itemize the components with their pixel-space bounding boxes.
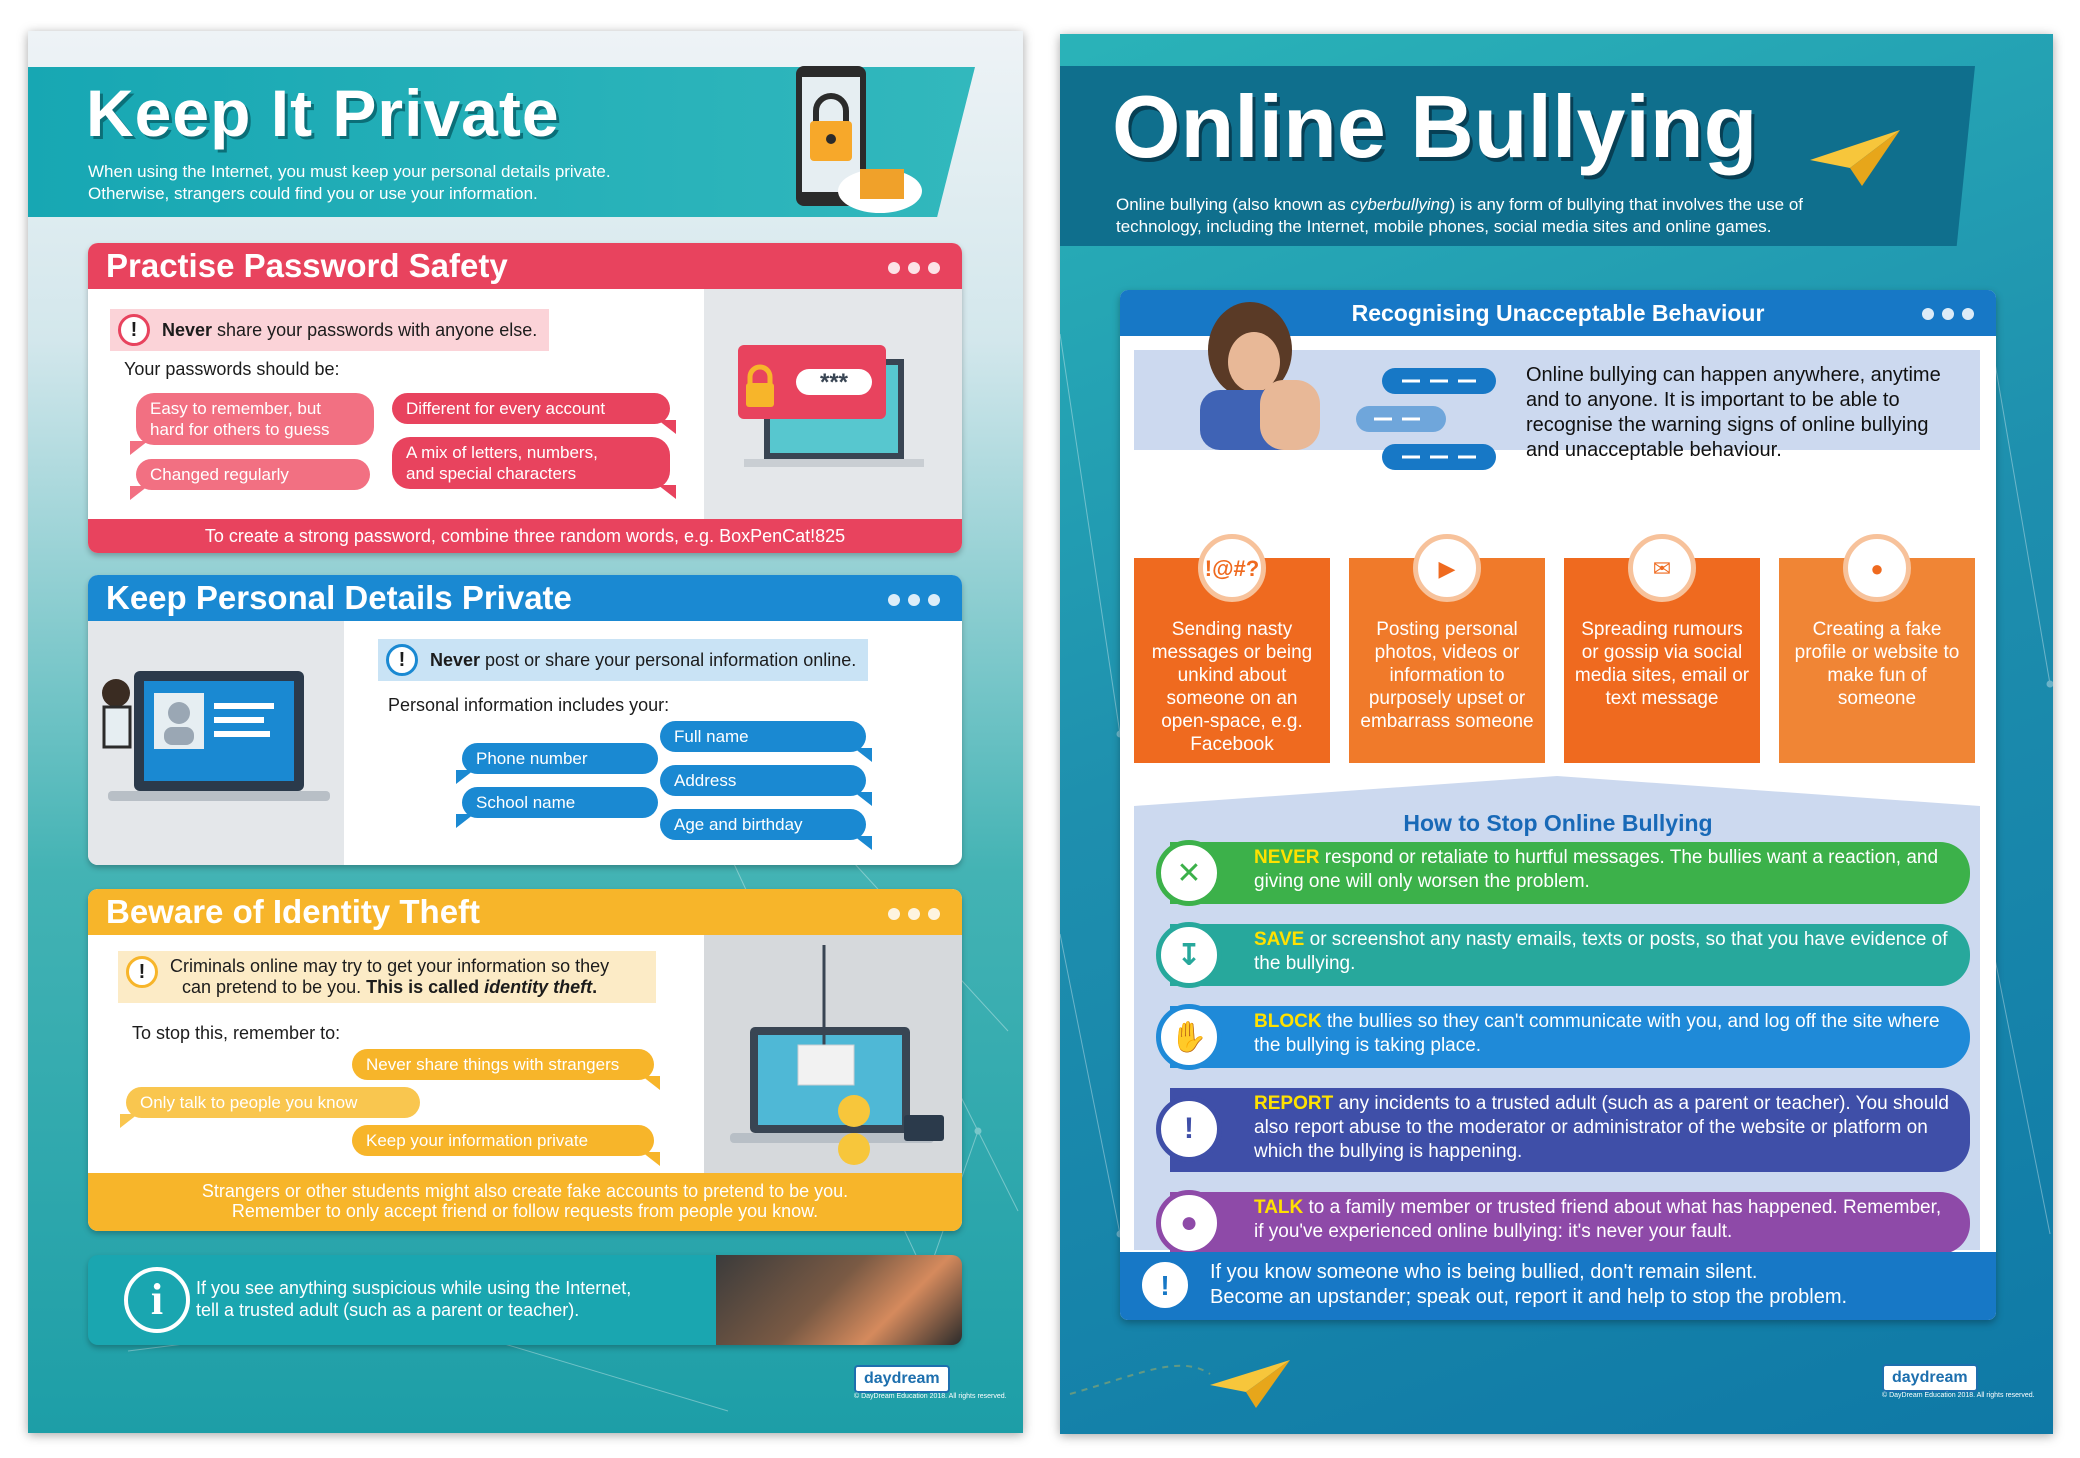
personal-bubble-age: Age and birthday [660, 809, 866, 840]
personal-details-card [88, 575, 962, 865]
info-box [88, 1255, 962, 1345]
warning-rest: share your passwords with anyone else. [212, 319, 538, 340]
step-text: respond or retaliate to hurtful messages. The bullies want a reaction, and giving one will only worsen the problem. [1254, 847, 1939, 892]
step-text: or screenshot any nasty emails, texts or posts, so that you have evidence of the bullying. [1254, 929, 1948, 974]
password-illustration [704, 289, 962, 519]
paper-plane-icon [1810, 130, 1900, 190]
info-text [196, 1277, 631, 1321]
step-save [1170, 924, 1970, 986]
step-text: any incidents to a trusted adult (such as a parent or teacher). You should also report abuse to the moderator or administrator of the website or platform on which the bullying is happening. [1254, 1093, 1949, 1162]
personal-bubble-full-name: Full name [660, 721, 866, 752]
copyright: © DayDream Education 2018. All rights reserved. [854, 1393, 1007, 1400]
intro-text [88, 161, 728, 205]
behaviour-text: Spreading rumours or gossip via social media sites, email or text message [1574, 619, 1750, 709]
recognising-heading: Recognising Unacceptable Behaviour [1120, 290, 1996, 336]
speech-bubbles-icon: ✉ [1628, 534, 1696, 602]
footer-line: Become an upstander; speak out, report it and help to stop the problem. [1210, 1286, 1848, 1308]
identity-heading: Beware of Identity Theft [88, 889, 962, 935]
identity-theft-card [88, 889, 962, 1231]
step-key: REPORT [1254, 1093, 1334, 1114]
recognising-panel [1120, 290, 1996, 1320]
bubble-line: A mix of letters, numbers, [406, 443, 598, 462]
info-icon: i [124, 1267, 190, 1333]
chat-bubbles-icon [1356, 366, 1506, 476]
dots-icon [880, 261, 940, 279]
password-bubble-easy [136, 393, 374, 445]
stop-title: How to Stop Online Bullying [1403, 810, 1713, 836]
footer-line: Strangers or other students might also create fake accounts to pretend to be you. [201, 1181, 849, 1201]
intro-part: ) is any form of bullying that involves the use of [1449, 195, 1803, 214]
footer-line: If you know someone who is being bullied, don't remain silent. [1210, 1261, 1758, 1283]
personal-bubble-phone: Phone number [462, 743, 658, 774]
identity-bubble-private: Keep your information private [352, 1125, 654, 1156]
warning-bold: This is called [366, 977, 485, 997]
password-heading: Practise Password Safety [88, 243, 962, 289]
intro-line-1: When using the Internet, you must keep your personal details private. [88, 162, 611, 181]
laptop-illustration [88, 621, 344, 865]
password-safety-card [88, 243, 962, 553]
dots-icon [1914, 307, 1974, 325]
step-block [1170, 1006, 1970, 1068]
password-bubble-changed: Changed regularly [136, 459, 370, 490]
svg-text:***: *** [819, 369, 849, 396]
behaviour-card-posting [1349, 555, 1545, 763]
info-line: If you see anything suspicious while using the Internet, [196, 1278, 632, 1298]
exclamation-icon: ! [1156, 1096, 1222, 1162]
step-key: SAVE [1254, 929, 1305, 950]
bubble-line: Easy to remember, but [150, 399, 322, 418]
password-bubble-different: Different for every account [392, 393, 670, 424]
step-report [1170, 1088, 1970, 1172]
warning-bold: Never [430, 649, 481, 670]
password-bubble-mix [392, 437, 670, 489]
exclamation-icon: ! [118, 314, 150, 346]
password-warning [110, 309, 549, 351]
identity-bubble-talk: Only talk to people you know [126, 1087, 420, 1118]
exclamation-icon: ! [126, 956, 158, 988]
step-text: the bullies so they can't communicate with you, and log off the site where the bullying is taking place. [1254, 1011, 1940, 1056]
warning-line: can pretend to be you. [181, 977, 367, 997]
personal-warning [378, 639, 868, 681]
intro-text [1116, 194, 1936, 238]
dots-icon [880, 593, 940, 611]
daydream-logo: daydream [854, 1365, 950, 1393]
footer-line: Remember to only accept friend or follow requests from people you know. [231, 1201, 819, 1221]
warning-rest: post or share your personal information online. [480, 649, 857, 670]
keep-it-private-poster [28, 31, 1023, 1433]
behaviour-card-messages [1134, 555, 1330, 763]
intro-part: Online bullying (also known as [1116, 195, 1351, 214]
download-icon: ↧ [1156, 922, 1222, 988]
intro-line-2: Otherwise, strangers could find you or use your information. [88, 184, 538, 203]
behaviour-text: Sending nasty messages or being unkind about someone on an open-space, e.g. Facebook [1151, 619, 1313, 755]
warning-bold: Never [162, 319, 213, 340]
play-icon: ▶ [1413, 534, 1481, 602]
hand-stop-icon: ✋ [1156, 1004, 1222, 1070]
bubble-line: hard for others to guess [150, 420, 330, 439]
info-line: tell a trusted adult (such as a parent or teacher). [196, 1300, 580, 1320]
photo-text: Online bullying can happen anywhere, anytime and to anyone. It is important to be able to recognise the warning signs of online bullying and unacceptable behaviour. [1526, 364, 1941, 461]
step-key: NEVER [1254, 847, 1320, 868]
step-key: TALK [1254, 1197, 1304, 1218]
upstander-footer [1120, 1252, 1996, 1320]
warning-bold: . [592, 977, 598, 997]
identity-sub: To stop this, remember to: [132, 1023, 341, 1043]
step-never [1170, 842, 1970, 904]
exclamation-icon: ! [1142, 1262, 1188, 1308]
dots-icon [880, 907, 940, 925]
child-computer-photo [716, 1255, 962, 1345]
behaviour-text: Creating a fake profile or website to make fun of someone [1794, 619, 1960, 709]
speaking-head-icon: ● [1156, 1190, 1222, 1256]
personal-bubble-school: School name [462, 787, 658, 818]
step-text: to a family member or trusted friend about what has happened. Remember, if you've experienced online bullying: it's never your fault. [1254, 1197, 1942, 1242]
behaviour-text: Posting personal photos, videos or information to purposely upset or embarrass someone [1360, 619, 1534, 732]
password-sub: Your passwords should be: [124, 359, 340, 379]
warning-line: Criminals online may try to get your information so they [170, 956, 610, 976]
intro-italic: cyberbullying [1350, 195, 1450, 214]
cross-icon: ✕ [1156, 840, 1222, 906]
bubble-line: and special characters [406, 464, 577, 483]
online-bullying-poster [1060, 34, 2053, 1434]
behaviour-card-rumours [1564, 555, 1760, 763]
upset-girl-photo [1160, 290, 1340, 450]
warning-italic: identity theft [484, 977, 593, 997]
daydream-logo: daydream [1882, 1364, 1978, 1392]
personal-heading: Keep Personal Details Private [88, 575, 962, 621]
phishing-illustration [704, 935, 962, 1175]
personal-sub: Personal information includes your: [388, 695, 670, 715]
poster-title: Keep It Private [86, 76, 560, 150]
poster-title: Online Bullying [1112, 77, 1758, 176]
identity-footer [88, 1173, 962, 1231]
password-footer: To create a strong password, combine three random words, e.g. BoxPenCat!825 [88, 519, 962, 553]
symbols-icon: !@#? [1198, 534, 1266, 602]
phone-lock-icon [768, 61, 928, 221]
step-talk [1170, 1192, 1970, 1254]
identity-warning [118, 951, 656, 1003]
intro-line-2: technology, including the Internet, mobile phones, social media sites and online games. [1116, 217, 1772, 236]
behaviour-card-fake-profile [1779, 555, 1975, 763]
paper-plane-icon [1210, 1360, 1290, 1410]
personal-bubble-address: Address [660, 765, 866, 796]
person-icon: ● [1843, 534, 1911, 602]
step-key: BLOCK [1254, 1011, 1322, 1032]
copyright: © DayDream Education 2018. All rights reserved. [1882, 1392, 2035, 1399]
exclamation-icon: ! [386, 644, 418, 676]
identity-bubble-strangers: Never share things with strangers [352, 1049, 654, 1080]
